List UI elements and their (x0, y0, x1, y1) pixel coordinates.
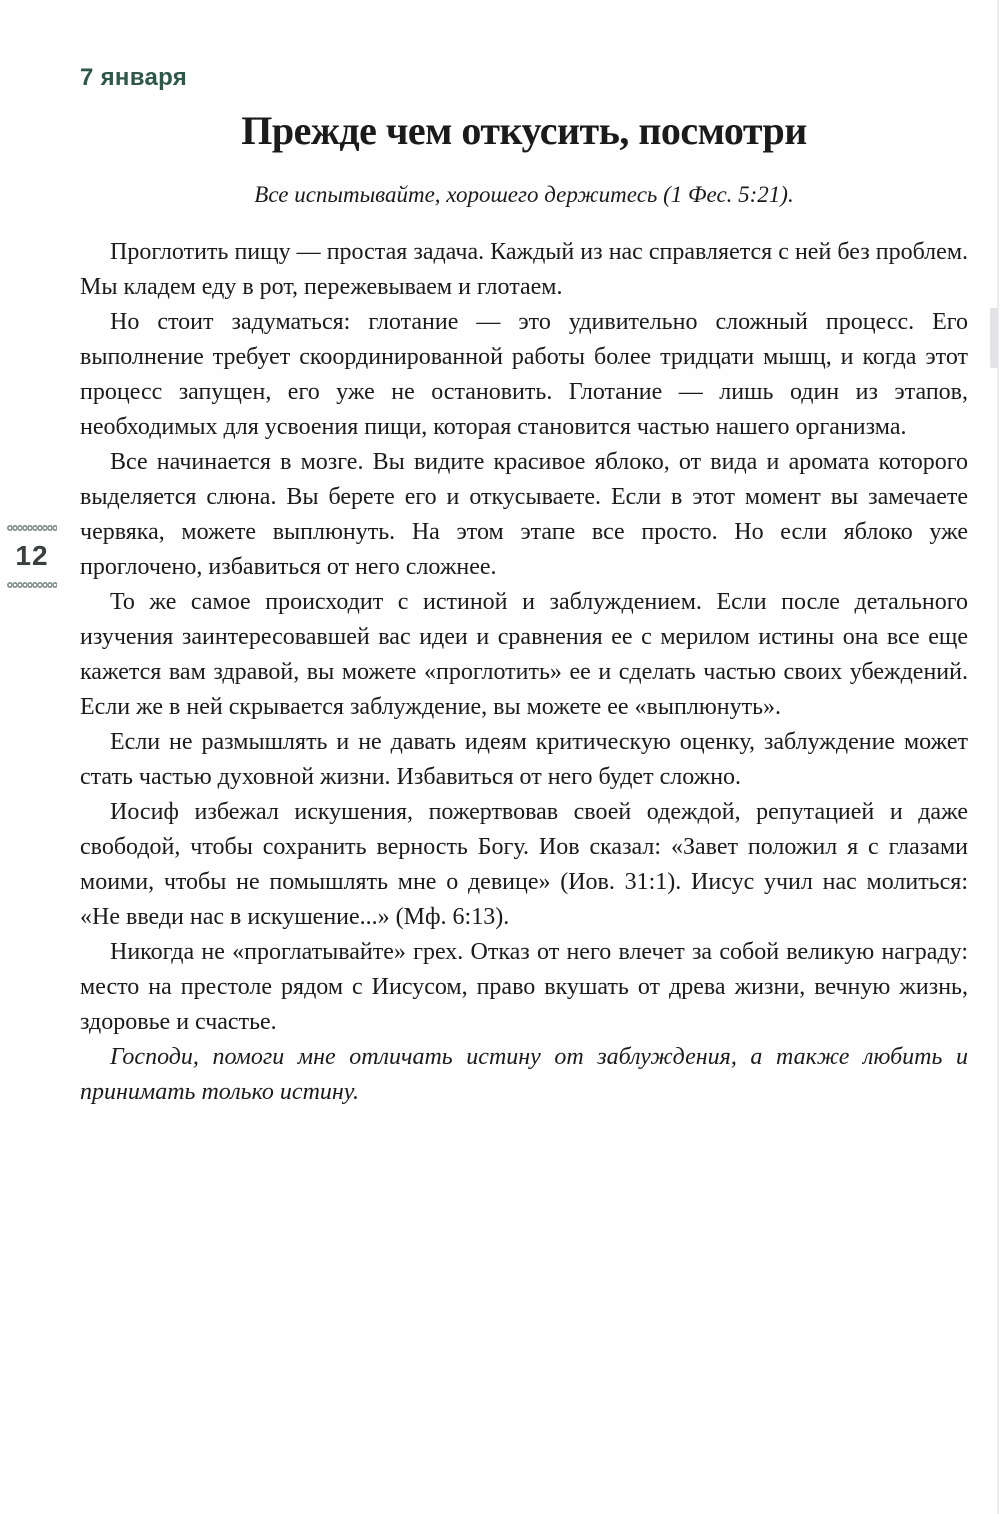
date-label: 7 января (80, 64, 188, 91)
squiggle-ornament-top (7, 524, 57, 532)
body-paragraph: Все начинается в мозге. Вы видите красивое яблоко, от вида и аромата которого выделяется слюна. Вы берете его и откусываете. Если в этот момент вы замечаете червяка, можете выплюнуть. На этом этапе все просто. Но если яблоко уже проглочено, избавиться от него сложнее. (80, 449, 968, 580)
body-paragraph: Никогда не «проглатывайте» грех. Отказ от него влечет за собой великую награду: место на престоле рядом с Иисусом, право вкушать от древа жизни, вечную жизнь, здоровье и счастье. (80, 939, 968, 1035)
page-title: Прежде чем откусить, посмотри (241, 108, 807, 153)
squiggle-ornament-bottom (7, 581, 57, 589)
scan-artifact (990, 308, 998, 368)
page-content (80, 0, 968, 1110)
prayer-text: Господи, помоги мне отличать истину от заблуждения, а также любить и принимать только истину. (80, 1044, 968, 1105)
body-paragraph: Но стоит задуматься: глотание — это удивительно сложный процесс. Его выполнение требует скоординированной работы более тридцати мышц, и когда этот процесс запущен, его уже не остановить. Глотание — лишь один из этапов, необходимых для усвоения пищи, которая становится частью нашего организма. (80, 309, 968, 440)
body-paragraph: Если не размышлять и не давать идеям критическую оценку, заблуждение может стать частью духовной жизни. Избавиться от него будет сложно. (80, 729, 968, 790)
body-paragraph: Иосиф избежал искушения, пожертвовав своей одеждой, репутацией и даже свободой, чтобы сохранить верность Богу. Иов сказал: «Завет положил я с глазами моими, чтобы не помышлять мне о девице» (Иов. 31:1). Иисус учил нас молиться: «Не введи нас в искушение...» (Мф. 6:13). (80, 799, 968, 930)
body-paragraph: То же самое происходит с истиной и заблуждением. Если после детального изучения заинтересовавшей вас идеи и сравнения ее с мерилом истины она все еще кажется вам здравой, вы можете «проглотить» ее и сделать частью своих убеждений. Если же в ней скрывается заблуждение, вы можете ее «выплюнуть». (80, 589, 968, 720)
epigraph-verse: Все испытывайте, хорошего держитесь (1 Фес. 5:21). (254, 182, 794, 207)
body-paragraph: Проглотить пищу — простая задача. Каждый из нас справляется с ней без проблем. Мы кладем еду в рот, пережевываем и глотаем. (80, 239, 968, 300)
page-edge-line (997, 0, 999, 1514)
page-number: 12 (15, 540, 49, 571)
page-number-block (6, 524, 58, 589)
body-paragraphs (80, 235, 968, 1040)
